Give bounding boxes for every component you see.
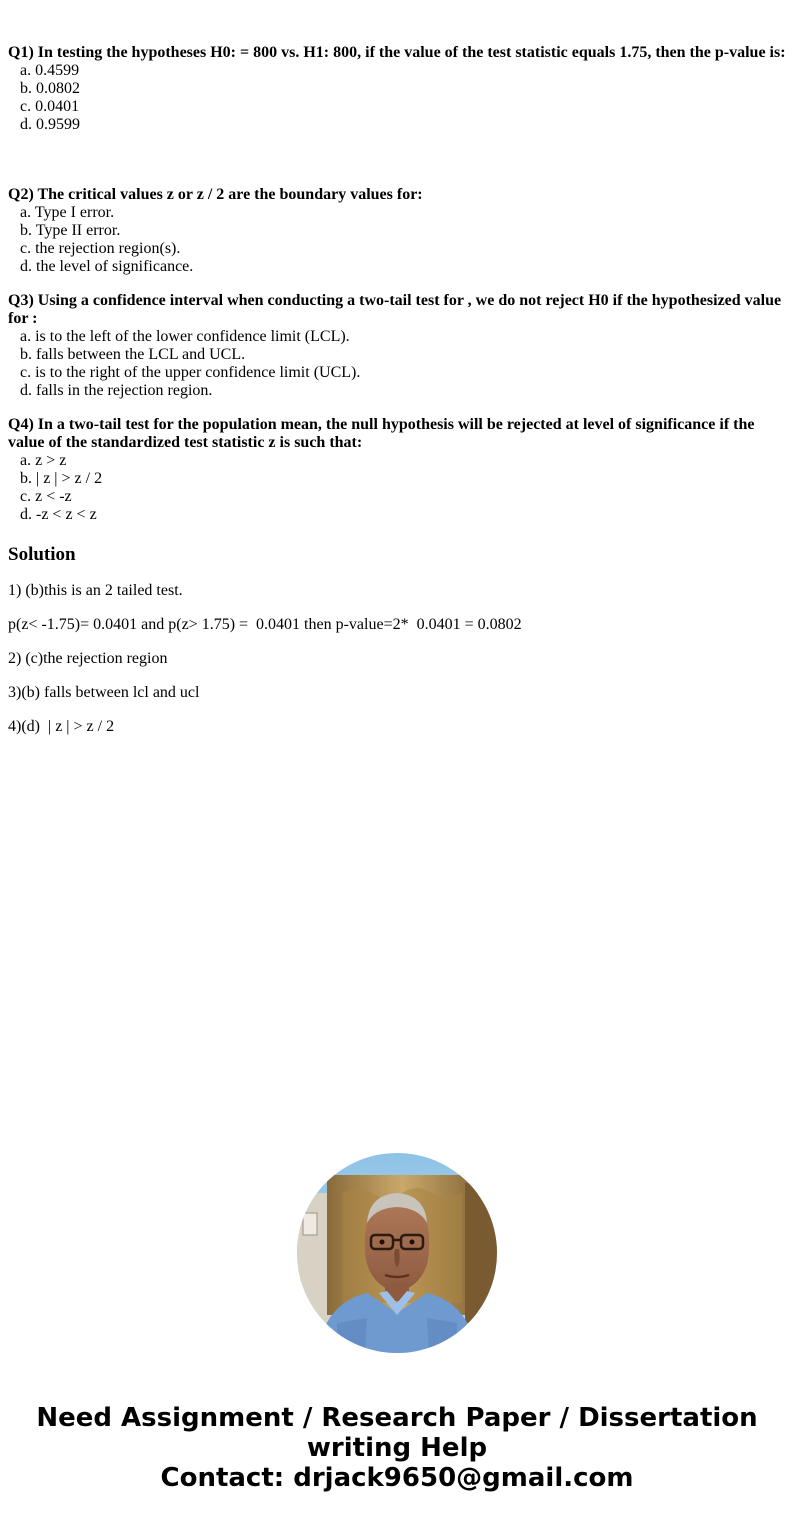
question-1: [8, 44, 788, 134]
footer-help-text: Need Assignment / Research Paper / Dissertation writing Help: [36, 1403, 758, 1463]
option-d: d. the level of significance.: [20, 258, 194, 275]
question-3: [8, 292, 788, 400]
option-a: a. z > z: [20, 452, 67, 469]
option-a: a. Type I error.: [20, 204, 115, 221]
option-d: d. 0.9599: [20, 116, 80, 133]
option-d: d. -z < z < z: [20, 506, 97, 523]
question-4: [8, 416, 788, 524]
question-title: Q2) The critical values z or z / 2 are the boundary values for:: [8, 186, 423, 203]
solution-line: 1) (b)this is an 2 tailed test.: [8, 582, 183, 599]
option-c: c. the rejection region(s).: [20, 240, 181, 257]
footer-contact: Contact: drjack9650@gmail.com: [160, 1463, 634, 1493]
solution-line: 2) (c)the rejection region: [8, 650, 168, 667]
question-title: Q4) In a two-tail test for the population mean, the null hypothesis will be rejected at level of significance if the value of the standardized test statistic z is such that:: [8, 416, 755, 451]
solution-line: p(z< -1.75)= 0.0401 and p(z> 1.75) = 0.0401 then p-value=2* 0.0401 = 0.0802: [8, 616, 522, 633]
option-b: b. Type II error.: [20, 222, 121, 239]
option-c: c. z < -z: [20, 488, 72, 505]
author-photo: [297, 1153, 497, 1353]
solution-line: 3)(b) falls between lcl and ucl: [8, 684, 200, 701]
option-d: d. falls in the rejection region.: [20, 382, 213, 399]
question-title: Q1) In testing the hypotheses H0: = 800 vs. H1: 800, if the value of the test statistic equals 1.75, then the p-value is:: [8, 44, 786, 61]
option-a: a. 0.4599: [20, 62, 80, 79]
option-b: b. 0.0802: [20, 80, 80, 97]
question-2: [8, 186, 788, 276]
footer-banner: [0, 1403, 794, 1493]
question-title: Q3) Using a confidence interval when conducting a two-tail test for , we do not reject H0 if the hypothesized value for :: [8, 292, 782, 327]
solution-line: 4)(d) | z | > z / 2: [8, 718, 115, 735]
option-b: b. falls between the LCL and UCL.: [20, 346, 246, 363]
document-body: [8, 44, 788, 752]
option-b: b. | z | > z / 2: [20, 470, 103, 487]
option-c: c. 0.0401: [20, 98, 80, 115]
solution-heading: Solution: [8, 544, 76, 565]
option-c: c. is to the right of the upper confidence limit (UCL).: [20, 364, 361, 381]
option-a: a. is to the left of the lower confidence limit (LCL).: [20, 328, 350, 345]
